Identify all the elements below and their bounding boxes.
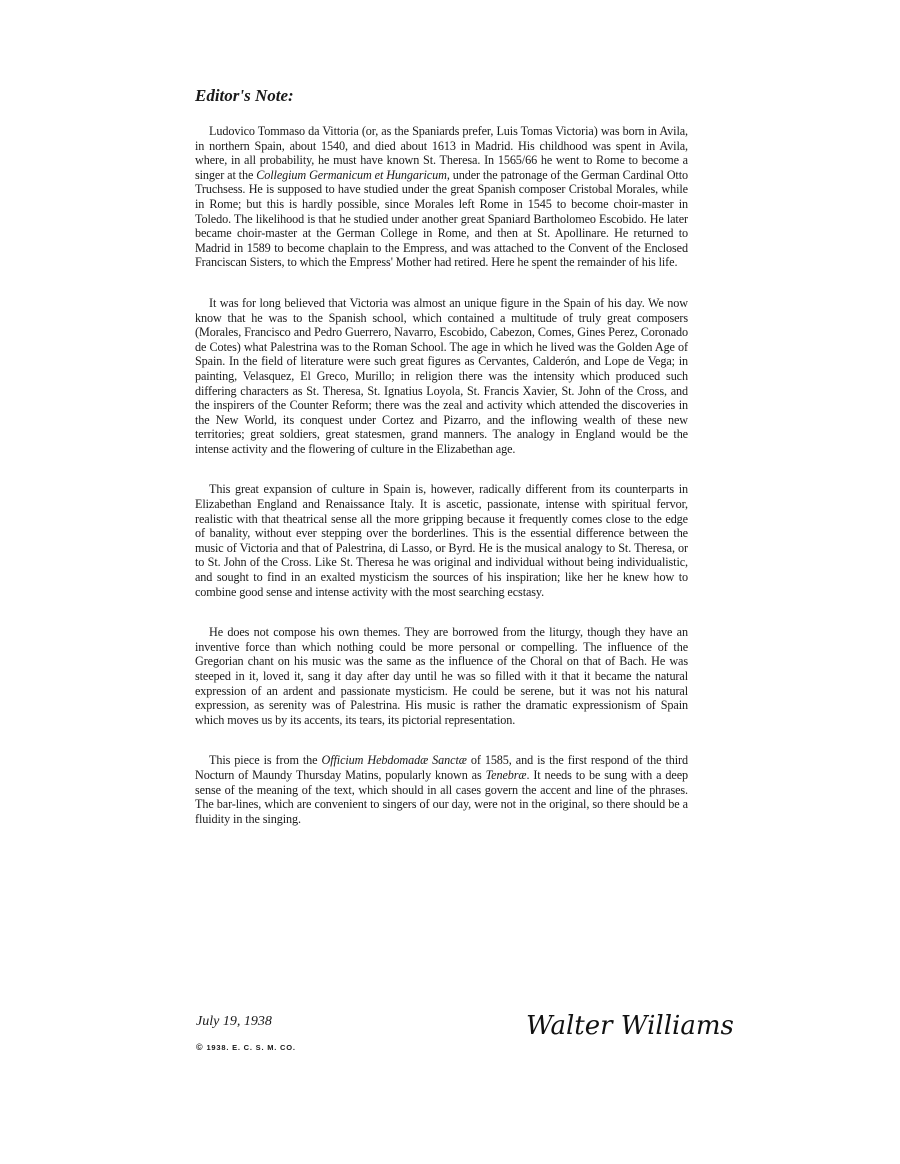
text-run: . It needs to be sung with a deep sense of the meaning of the text, which should in all cases govern the accent and line of the phrases. The bar-lines, which are convenient to singers of our day, were not in the original, so there should be a fluidity in the singing. [195,767,688,826]
text-run: Ludovico Tommaso da Vittoria (or, as the Spaniards prefer, Luis Tomas Victoria) was born in Avila, in northern Spain, about 1540, and died about 1613 in Madrid. His childhood was spent in Avila, where, in all probability, he must have known St. Theresa. In 1565/66 he went to Rome to become a singer at the [195,124,688,182]
signature-text: Walter Williams [526,1011,734,1041]
copyright-icon: © [196,1042,204,1052]
paragraph-culture: This great expansion of culture in Spain is, however, radically different from its counterparts in Elizabethan England and Renaissance Italy. It is ascetic, passionate, intense with spiritual fervor, realistic with that theatrical sense all the more gripping because it frequently comes close to the edge of banality, without ever stepping over the borderlines. This is the essential difference between the music of Victoria and that of Palestrina, di Lasso, or Byrd. He is the musical analogy to St. Theresa, or to St. John of the Cross. Like St. Theresa he was original and individual without being individualistic, and sought to find in an exalted mysticism the sources of his inspiration; like her he knew how to combine good sense and intense activity with the most searching ecstasy. [195,482,688,599]
editors-note-heading: Editor's Note: [195,86,294,105]
text-run: , under the patronage of the German Cardinal Otto Truchsess. He is supposed to have studied under the great Spanish composer Cristobal Morales, while in Rome; but this is hardly possible, since Morales left Rome in 1545 to become choir-master in Toledo. The likelihood is that he studied under another great Spaniard Bartholomeo Escobido. He later became choir-master at the German College in Rome, and then at St. Apollinare. He returned to Madrid in 1589 to become chaplain to the Empress, and was attached to the Convent of the Enclosed Franciscan Sisters, to which the Empress' Mother had retired. Here he spent the remainder of his life. [195,167,688,270]
signature [524,1004,734,1048]
italic-title-collegium: Collegium Germanicum et Hungaricum [256,167,447,182]
paragraph-piece [195,753,688,826]
italic-title-tenebrae: Tenebræ [485,767,527,782]
text-run: of 1585, and is the first respond of the third Nocturn of Maundy Thursday Matins, popularly known as [195,753,688,782]
body-text [195,124,688,852]
paragraph-themes: He does not compose his own themes. They are borrowed from the liturgy, though they have an inventive force than which nothing could be more personal or compelling. The influence of the Gregorian chant on his music was the same as the influence of the Choral on that of Bach. He was steeped in it, loved it, sang it day after day until he was so filled with it that it became the natural expression of an ardent and passionate mysticism. He could be serene, but it was not his natural expression, as serenity was of Palestrina. His music is rather the dramatic expressionism of Spain which moves us by its accents, its tears, its pictorial representation. [195,625,688,727]
copyright-text: 1938. E. C. S. M. CO. [206,1042,296,1052]
copyright-notice [196,1042,296,1052]
paragraph-golden-age: It was for long believed that Victoria was almost an unique figure in the Spain of his day. We now know that he was to the Spanish school, which contained a multitude of truly great composers (Morales, Francisco and Pedro Guerrero, Navarro, Escobido, Cabezon, Comes, Gines Perez, Coronado de Cotes) what Palestrina was to the Roman School. The age in which he lived was the Golden Age of Spain. In the field of literature were such great figures as Cervantes, Calderón, and Lope de Vega; in painting, Velasquez, El Greco, Murillo; in religion there was the intensity which produced such differing characters as St. Theresa, St. Ignatius Loyola, St. Francis Xavier, St. John of the Cross, and the inspirers of the Counter Reform; there was the zeal and activity which attended the discoveries in the New World, its conquest under Cortez and Pizarro, and the inflowing wealth of these new territories; great soldiers, great statesmen, grand manners. The analogy in England would be the intense activity and the flowering of culture in the Elizabethan age. [195,295,688,456]
italic-title-officium: Officium Hebdomadæ Sanctæ [321,753,467,768]
date-line: July 19, 1938 [196,1014,272,1029]
text-run: This piece is from the [209,753,322,768]
paragraph-biography [195,124,688,270]
